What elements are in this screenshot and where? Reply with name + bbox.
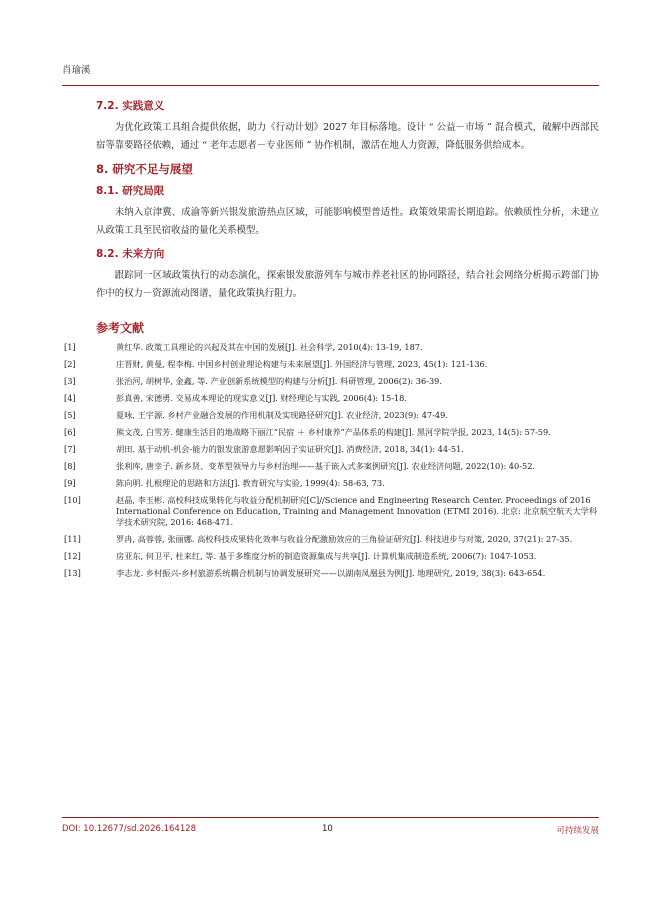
reference-item (62, 410, 599, 421)
reference-text: 胡田. 基于动机-机会-能力的银发旅游意愿影响因子实证研究[J]. 消费经济, 2018, 34(1): 44-51. (116, 444, 464, 454)
section-heading-7-2: 7.2. 实践意义 (96, 100, 165, 112)
reference-text: 房亚东, 何卫平, 杜来红, 等. 基于多维度分析的制造资源集成与共享[J]. 计算机集成制造系统, 2006(7): 1047-1053. (116, 551, 537, 561)
reference-number: [10] (64, 495, 81, 505)
reference-number: [8] (64, 461, 76, 471)
reference-number: [13] (64, 568, 81, 578)
reference-text: 庄晋财, 黄曼, 程李梅. 中国乡村创业理论构建与未来展望[J]. 外国经济与管理, 2023, 45(1): 121-136. (116, 359, 488, 369)
reference-number: [12] (64, 551, 81, 561)
reference-item (62, 551, 599, 562)
reference-item (62, 342, 599, 353)
reference-number: [11] (64, 534, 81, 544)
reference-text: 张利库, 唐幸子. 新乡贤、变革型领导力与乡村治理——基于嵌入式多案例研究[J]. 农业经济问题, 2022(10): 40-52. (116, 461, 536, 471)
reference-number: [5] (64, 410, 76, 420)
reference-number: [3] (64, 376, 76, 386)
header-divider (62, 85, 599, 86)
section-heading-8: 8. 研究不足与展望 (96, 162, 193, 176)
paragraph-future-directions: 跟踪同一区域政策执行的动态演化，探索银发旅游列车与城市养老社区的协同路径，结合社会网络分析揭示跨部门协作中的权力－资源流动图谱，量化政策执行阻力。 (96, 270, 599, 299)
reference-text: 陈向明. 扎根理论的思路和方法[J]. 教育研究与实验, 1999(4): 58-63, 73. (116, 478, 385, 488)
reference-number: [2] (64, 359, 76, 369)
reference-number: [4] (64, 393, 76, 403)
reference-text: 罗冉, 高蓉蓉, 张丽娜. 高校科技成果转化效率与收益分配激励效应的三角验证研究[J]. 科技进步与对策, 2020, 37(21): 27-35. (116, 534, 573, 544)
reference-item (62, 461, 599, 472)
reference-number: [9] (64, 478, 76, 488)
references-title: 参考文献 (96, 321, 145, 335)
section-heading-8-1: 8.1. 研究局限 (96, 185, 165, 197)
reference-text: 彭真善, 宋德勇. 交易成本理论的现实意义[J]. 财经理论与实践, 2006(4): 15-18. (116, 393, 407, 403)
header-author: 肖瑜溪 (62, 65, 91, 76)
reference-text: 熊文茂, 白雪芳. 健康生活目的地战略下丽江“民宿 ＋ 乡村康养”产品体系的构建[J]. 黑河学院学报, 2023, 14(5): 57-59. (116, 427, 551, 437)
reference-item (62, 376, 599, 387)
reference-item (62, 444, 599, 455)
reference-list (62, 342, 599, 579)
footer-doi-link[interactable]: DOI: 10.12677/sd.2026.164128 (62, 824, 197, 834)
paragraph-practical-significance: 为优化政策工具组合提供依据，助力《行动计划》2027 年目标落地。设计 “ 公益－市场 ” 混合模式，破解中西部民宿等靠要路径依赖，通过 “ 老年志愿者－专业医师 ” 协作机制，激活在地人力资源，降低服务供给成本。 (96, 122, 599, 151)
reference-item (62, 495, 599, 528)
reference-text: 黄红华. 政策工具理论的兴起及其在中国的发展[J]. 社会科学, 2010(4): 13-19, 187. (116, 342, 423, 352)
footer-page-number: 10 (322, 824, 333, 834)
footer-divider (62, 817, 599, 818)
reference-item (62, 478, 599, 489)
reference-text: 夏咏, 王宇源. 乡村产业融合发展的作用机制及实现路径研究[J]. 农业经济, 2023(9): 47-49. (116, 410, 448, 420)
reference-number: [7] (64, 444, 76, 454)
article-body (64, 96, 599, 585)
reference-number: [1] (64, 342, 76, 352)
reference-item (62, 359, 599, 370)
reference-text: 李志龙. 乡村振兴-乡村旅游系统耦合机制与协调发展研究——以湖南凤凰县为例[J]. 地理研究, 2019, 38(3): 643-654. (116, 568, 546, 578)
reference-text: 赵晶, 李玉彬. 高校科技成果转化与收益分配机制研究[C]//Science and Engineering Research Center. Proceedings of 2016 International Conference on Education, Training and Management Innovation (ETMI 2016). 北京: 北京航空航天大学科学技术研究院, 2016: 468-471. (116, 495, 598, 527)
section-heading-8-2: 8.2. 未来方向 (96, 248, 165, 260)
footer-journal-name: 可持续发展 (556, 826, 599, 836)
reference-item (62, 568, 599, 579)
reference-text: 张治河, 胡树华, 金鑫, 等. 产业创新系统模型的构建与分析[J]. 科研管理, 2006(2): 36-39. (116, 376, 442, 386)
reference-number: [6] (64, 427, 76, 437)
paragraph-limitations: 未纳入京津冀、成渝等新兴银发旅游热点区域，可能影响模型普适性。政策效果需长期追踪。依赖质性分析，未建立从政策工具至民宿收益的量化关系模型。 (96, 207, 599, 236)
reference-item (62, 534, 599, 545)
reference-item (62, 393, 599, 404)
reference-item (62, 427, 599, 438)
